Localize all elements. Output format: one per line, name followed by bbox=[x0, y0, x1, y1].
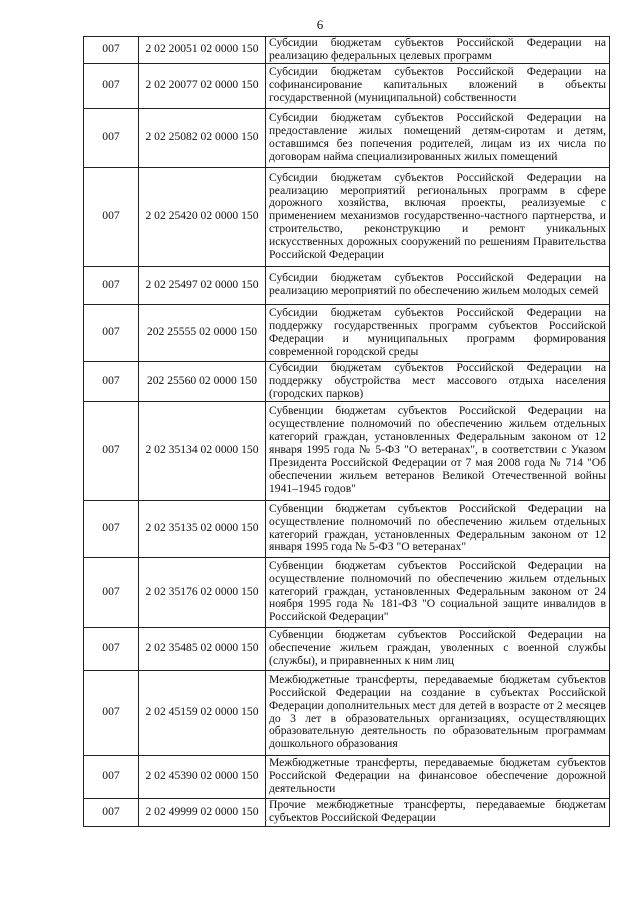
revenue-name-cell: Субсидии бюджетам субъектов Российской Федерации на реализацию мероприятий по обеспечению жильем молодых семей bbox=[266, 266, 610, 304]
table-row bbox=[84, 798, 610, 826]
table-row bbox=[84, 63, 610, 108]
revenue-name-cell: Субсидии бюджетам субъектов Российской Федерации на реализацию мероприятий региональных программ в сфере дорожного хозяйства, включая проекты, реализуемые с применением механизмов государственно-частного партнерства, и строительство, реконструкцию и ремонт уникальных искусственных дорожных сооружений по решениям Правительства Российской Федерации bbox=[266, 167, 610, 266]
revenue-name-cell: Субвенции бюджетам субъектов Российской Федерации на осуществление полномочий по обеспечению жильем отдельных категорий граждан, установленных Федеральным законом от 24 ноября 1995 года № 181-ФЗ "О социальной защите инвалидов в Российской Федерации" bbox=[266, 557, 610, 627]
admin-code-cell: 007 bbox=[84, 670, 139, 755]
revenue-name-cell: Субвенции бюджетам субъектов Российской Федерации на обеспечение жильем граждан, уволенных с военной службы (службы), и приравненных к ним лиц bbox=[266, 627, 610, 670]
budget-code-cell: 2 02 25497 02 0000 150 bbox=[139, 266, 266, 304]
budget-code-cell: 2 02 25420 02 0000 150 bbox=[139, 167, 266, 266]
revenue-name-cell: Прочие межбюджетные трансферты, передаваемые бюджетам субъектов Российской Федерации bbox=[266, 798, 610, 826]
table-row bbox=[84, 361, 610, 401]
revenue-name-cell: Субвенции бюджетам субъектов Российской Федерации на осуществление полномочий по обеспечению жильем отдельных категорий граждан, установленных Федеральным законом от 12 января 1995 года № 5-ФЗ "О ветеранах" bbox=[266, 500, 610, 557]
table-row bbox=[84, 167, 610, 266]
table-row bbox=[84, 500, 610, 557]
table-row bbox=[84, 108, 610, 167]
revenue-name-cell: Субсидии бюджетам субъектов Российской Федерации на поддержку государственных программ субъектов Российской Федерации и муниципальных программ формирования современной городской среды bbox=[266, 304, 610, 361]
admin-code-cell: 007 bbox=[84, 37, 139, 64]
table-row bbox=[84, 401, 610, 500]
admin-code-cell: 007 bbox=[84, 108, 139, 167]
admin-code-cell: 007 bbox=[84, 557, 139, 627]
admin-code-cell: 007 bbox=[84, 798, 139, 826]
revenue-name-cell: Межбюджетные трансферты, передаваемые бюджетам субъектов Российской Федерации на создание в субъектах Российской Федерации дополнительных мест для детей в возрасте от 2 месяцев до 3 лет в образовательных организациях, осуществляющих образовательную деятельность по образовательным программам дошкольного образования bbox=[266, 670, 610, 755]
admin-code-cell: 007 bbox=[84, 500, 139, 557]
budget-code-cell: 2 02 25082 02 0000 150 bbox=[139, 108, 266, 167]
revenue-name-cell: Субсидии бюджетам субъектов Российской Федерации на поддержку обустройства мест массового отдыха населения (городских парков) bbox=[266, 361, 610, 401]
budget-code-cell: 2 02 49999 02 0000 150 bbox=[139, 798, 266, 826]
budget-code-cell: 2 02 35135 02 0000 150 bbox=[139, 500, 266, 557]
budget-code-cell: 2 02 20077 02 0000 150 bbox=[139, 63, 266, 108]
admin-code-cell: 007 bbox=[84, 361, 139, 401]
table-row bbox=[84, 627, 610, 670]
budget-code-cell: 2 02 45159 02 0000 150 bbox=[139, 670, 266, 755]
budget-code-cell: 2 02 35485 02 0000 150 bbox=[139, 627, 266, 670]
budget-code-cell: 2 02 35176 02 0000 150 bbox=[139, 557, 266, 627]
revenue-name-cell: Субсидии бюджетам субъектов Российской Федерации на софинансирование капитальных вложений в объекты государственной (муниципальной) собственности bbox=[266, 63, 610, 108]
admin-code-cell: 007 bbox=[84, 401, 139, 500]
revenue-name-cell: Межбюджетные трансферты, передаваемые бюджетам субъектов Российской Федерации на финансовое обеспечение дорожной деятельности bbox=[266, 755, 610, 798]
revenue-name-cell: Субсидии бюджетам субъектов Российской Федерации на реализацию федеральных целевых программ bbox=[266, 37, 610, 64]
budget-revenue-table bbox=[83, 36, 610, 827]
table-row bbox=[84, 266, 610, 304]
page-number: 6 bbox=[316, 17, 324, 32]
table-row bbox=[84, 37, 610, 64]
revenue-name-cell: Субвенции бюджетам субъектов Российской Федерации на осуществление полномочий по обеспечению жильем отдельных категорий граждан, установленных Федеральным законом от 12 января 1995 года № 5-ФЗ "О ветеранах", в соответствии с Указом Президента Российской Федерации от 7 мая 2008 года № 714 "Об обеспечении жильем ветеранов Великой Отечественной войны 1941–1945 годов" bbox=[266, 401, 610, 500]
admin-code-cell: 007 bbox=[84, 167, 139, 266]
revenue-name-cell: Субсидии бюджетам субъектов Российской Федерации на предоставление жилых помещений детям-сиротам и детям, оставшимся без попечения родителей, лицам из их числа по договорам найма специализированных жилых помещений bbox=[266, 108, 610, 167]
budget-code-cell: 202 25555 02 0000 150 bbox=[139, 304, 266, 361]
budget-code-cell: 202 25560 02 0000 150 bbox=[139, 361, 266, 401]
admin-code-cell: 007 bbox=[84, 266, 139, 304]
budget-code-cell: 2 02 20051 02 0000 150 bbox=[139, 37, 266, 64]
table-row bbox=[84, 670, 610, 755]
table-row bbox=[84, 557, 610, 627]
admin-code-cell: 007 bbox=[84, 304, 139, 361]
budget-code-cell: 2 02 35134 02 0000 150 bbox=[139, 401, 266, 500]
budget-code-cell: 2 02 45390 02 0000 150 bbox=[139, 755, 266, 798]
admin-code-cell: 007 bbox=[84, 627, 139, 670]
admin-code-cell: 007 bbox=[84, 63, 139, 108]
scan-dot bbox=[265, 820, 267, 821]
table-row bbox=[84, 304, 610, 361]
table-row bbox=[84, 755, 610, 798]
admin-code-cell: 007 bbox=[84, 755, 139, 798]
